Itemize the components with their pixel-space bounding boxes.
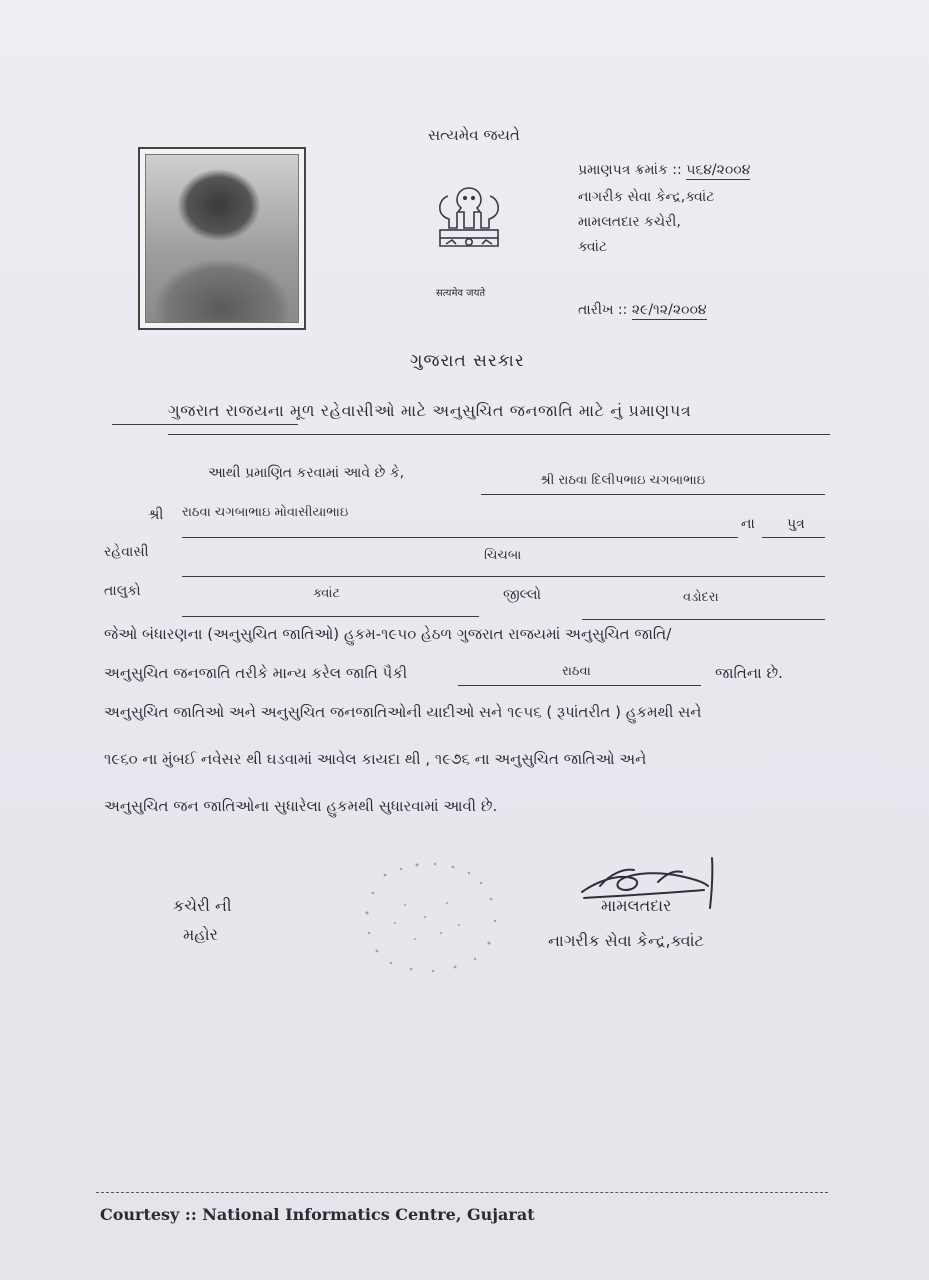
certificate-number-label: પ્રમાણપત્ર ક્રમાંક :: — [578, 162, 682, 178]
signatory-office: નાગરીક સેવા કેન્દ્ર,ક્વાંટ — [548, 931, 704, 950]
heading-rule-left — [112, 424, 298, 425]
certificate-date: ૨૯/૧૨/૨૦૦૪ — [631, 302, 707, 318]
certificate-number: ૫૬૪/૨૦૦૪ — [686, 162, 751, 178]
motto: સત્યમેવ જયતે — [428, 126, 520, 144]
date-label: તારીખ :: — [578, 302, 628, 318]
shri-label: શ્રી — [148, 507, 164, 523]
certificate-number-row — [578, 162, 750, 178]
courtesy-text: Courtesy :: National Informatics Centre, Gujarat — [100, 1205, 535, 1224]
relation: પુત્ર — [787, 516, 805, 532]
caste-suffix: જાતિના છે. — [715, 664, 783, 682]
office-seal-stamp — [355, 855, 515, 975]
government-title: ગુજરાત સરકાર — [410, 351, 525, 371]
taluka-label: તાલુકો — [104, 583, 141, 599]
seal-label-line2: મહોર — [183, 925, 218, 944]
emblem-caption: सत्यमेव जयते — [436, 288, 486, 299]
district-label: જીલ્લો — [503, 587, 541, 603]
taluka-value: ક્વાંટ — [313, 586, 341, 601]
certificate-heading: ગુજરાત રાજયના મૂળ રહેવાસીઓ માટે અનુસુચિત જનજાતિ માટે નું પ્રમાણપત્ર — [168, 401, 692, 420]
para2-line1: અનુસુચિત જાતિઓ અને અનુસુચિત જનજાતિઓની યાદીઓ સને ૧૯૫૬ ( રૂપાંતરીત ) હુકમથી સને — [104, 703, 702, 721]
heading-underline — [168, 434, 830, 435]
residence-line — [182, 576, 825, 577]
signatory-title: મામલતદાર — [601, 896, 672, 915]
residence-value: ચિચબા — [484, 548, 522, 563]
taluka-line — [182, 616, 479, 617]
date-row — [578, 302, 707, 318]
para2-line2: ૧૯૬૦ ના મુંબઈ નવેસર થી ઘડવામાં આવેલ કાયદા થી , ૧૯૭૬ ના અનુસુચિત જાતિઓ અને — [104, 750, 647, 768]
office-line-2: મામલતદાર કચેરી, — [578, 214, 681, 230]
holder-name: શ્રી રાઠવા દિલીપભાઇ ચગબાભાઇ — [540, 473, 706, 488]
para2-line3: અનુસુચિત જન જાતિઓના સુધારેલા હુકમથી સુધારવામાં આવી છે. — [104, 797, 498, 815]
office-line-3: ક્વાંટ — [578, 239, 608, 255]
na-label: ના — [741, 516, 755, 532]
seal-label-line1: કચેરી ની — [173, 896, 232, 915]
para1-line1: જેઓ બંધારણના (અનુસુચિત જાતિઓ) હુકમ-૧૯૫૦ હેઠળ ગુજરાત રાજયમાં અનુસુચિત જાતિ/ — [104, 625, 672, 643]
para1-line2: અનુસુચિત જનજાતિ તરીકે માન્ય કરેલ જાતિ પૈકી — [104, 664, 408, 682]
footer-divider — [96, 1192, 828, 1193]
applicant-photo — [138, 147, 306, 330]
father-name: રાઠવા ચગબાભાઇ મોવાસીયાભાઇ — [182, 505, 349, 520]
caste-line — [458, 685, 701, 686]
district-line — [582, 619, 825, 620]
caste-value: રાઠવા — [562, 664, 591, 679]
photo-portrait — [145, 154, 299, 323]
father-name-line — [182, 537, 738, 538]
holder-name-line — [481, 494, 825, 495]
residence-label: રહેવાસી — [104, 544, 149, 560]
national-emblem-icon — [428, 182, 510, 280]
district-value: વડોદરા — [683, 590, 719, 605]
relation-line — [762, 537, 825, 538]
office-line-1: નાગરીક સેવા કેન્દ્ર,ક્વાંટ — [578, 189, 715, 205]
intro-text: આથી પ્રમાણિત કરવામાં આવે છે કે, — [208, 465, 405, 481]
